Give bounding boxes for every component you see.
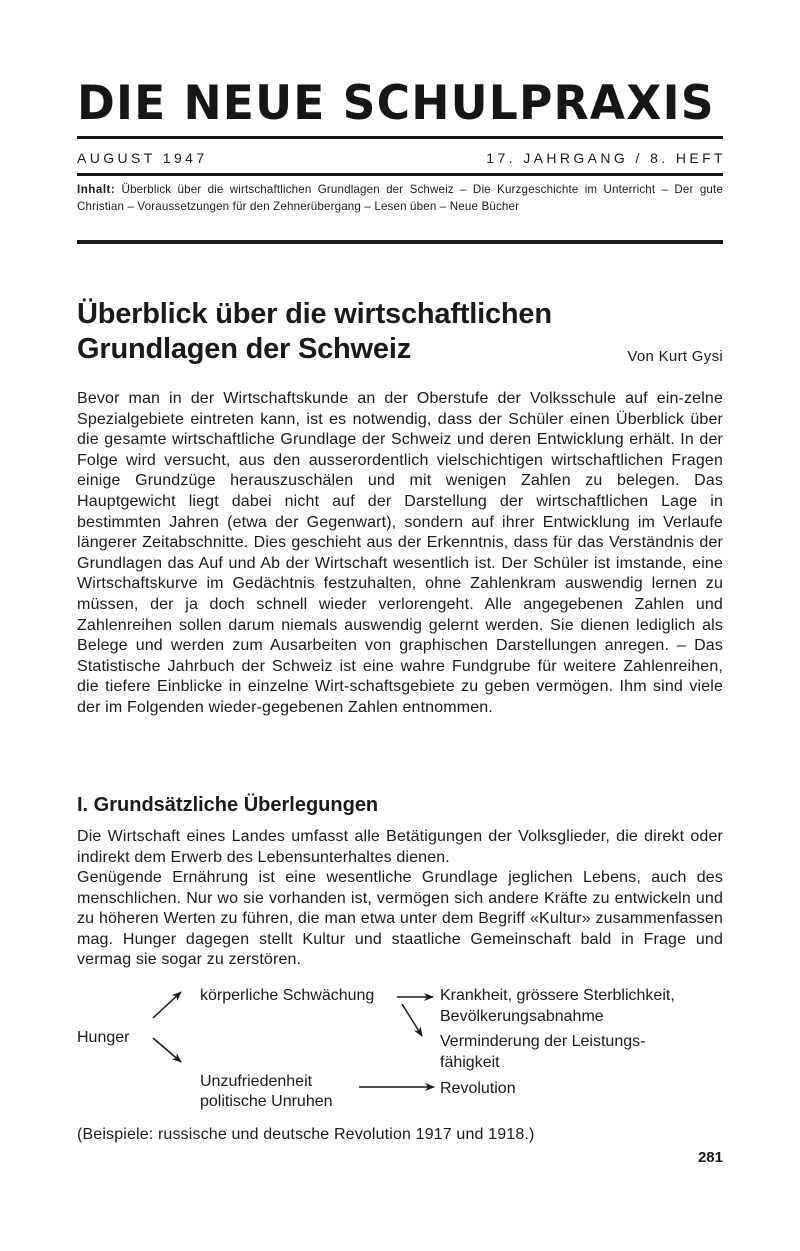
arrow-weakness-to-reduced-capacity bbox=[402, 1004, 422, 1036]
diagram-node-disease-line-1: Krankheit, grössere Sterblichkeit, bbox=[440, 987, 675, 1004]
examples-note: (Beispiele: russische und deutsche Revolution 1917 und 1918.) bbox=[77, 1126, 535, 1143]
diagram-node-disease-line-2: Bevölkerungsabnahme bbox=[440, 1008, 604, 1025]
issue-date: AUGUST 1947 bbox=[77, 150, 208, 166]
article-byline: Von Kurt Gysi bbox=[627, 348, 723, 365]
article-title bbox=[77, 297, 723, 367]
journal-page bbox=[77, 0, 726, 1251]
diagram-node-unrest-line-1: Unzufriedenheit bbox=[200, 1073, 313, 1090]
arrow-hunger-to-unrest bbox=[153, 1038, 181, 1062]
article-title-line-1: Überblick über die wirtschaftlichen bbox=[77, 298, 552, 330]
section-heading: I. Grundsätzliche Überlegungen bbox=[77, 794, 379, 816]
masthead-rule-bottom bbox=[77, 173, 723, 176]
volume-issue: 17. JAHRGANG / 8. HEFT bbox=[486, 150, 726, 166]
contents-text: Überblick über die wirtschaftlichen Grundlagen der Schweiz – Die Kurzgeschichte im Unterricht – Der gute Christian – Voraussetzungen für den Zehnerübergang – Lesen üben – Neue Bücher bbox=[77, 183, 723, 213]
intro-paragraph: Bevor man in der Wirtschaftskunde an der Oberstufe der Volksschule auf ein-zelne Spezialgebiete eintreten kann, ist es notwendig, dass der Schüler einen Überblick über die gesamte wirtschaftliche Grundlage der Schweiz und deren Entwicklung erhält. In der Folge wird versucht, aus den ausserordentlich vielschichtigen wirtschaftlichen Fragen einige Grundzüge herauszuschälen und mit wenigen Zahlen zu belegen. Das Hauptgewicht liegt dabei nicht auf der Darstellung der wirtschaftlichen Lage in bestimmten Jahren (etwa der Gegenwart), sondern auf ihrer Entwicklung im Verlaufe längerer Zeitabschnitte. Dies geschieht aus der Erkenntnis, dass für das Verständnis der Grundlagen das Auf und Ab der Wirtschaft wesentlich ist. Der Schüler ist imstande, eine Wirtschaftskurve im Gedächtnis festzuhalten, ohne Zahlenkram auswendig lernen zu müssen, der ja doch schnell wieder verlorengeht. Alle angegebenen Zahlen und Zahlenreihen sollen darum niemals auswendig gelernt werden. Sie dienen lediglich als Belege und werden zum Ausarbeiten von graphischen Darstellungen anregen. – Das Statistische Jahrbuch der Schweiz ist eine wahre Fundgrube für weitere Zahlenreihen, die tiefere Einblicke in einzelne Wirt-schaftsgebiete zu geben vermögen. Ihm sind viele der im Folgenden wieder-gegebenen Zahlen entnommen. bbox=[77, 390, 723, 716]
diagram-node-revolution: Revolution bbox=[440, 1080, 516, 1097]
diagram-node-weakness: körperliche Schwächung bbox=[200, 987, 375, 1004]
article-title-line-2: Grundlagen der Schweiz bbox=[77, 333, 411, 365]
contents-rule bbox=[77, 240, 723, 244]
hunger-consequences-diagram bbox=[77, 982, 723, 1117]
diagram-node-capacity-line-1: Verminderung der Leistungs- bbox=[440, 1033, 646, 1050]
diagram-node-capacity-line-2: fähigkeit bbox=[440, 1054, 500, 1071]
page-number: 281 bbox=[697, 1149, 723, 1166]
section-paragraph-1: Die Wirtschaft eines Landes umfasst alle Betätigungen der Volksglieder, die direkt oder indirekt dem Erwerb des Lebensunterhaltes dienen. bbox=[77, 828, 723, 866]
diagram-node-hunger: Hunger bbox=[77, 1029, 130, 1046]
issue-info-row bbox=[77, 149, 726, 167]
contents-label: Inhalt: bbox=[77, 183, 116, 196]
section-paragraph-2: Genügende Ernährung ist eine wesentliche Grundlage jeglichen Lebens, auch des menschlichen. Nur wo sie vorhanden ist, vermögen sich andere Kräfte zu entwickeln und zu höheren Werten zu führen, die man etwa unter dem Begriff «Kultur» zusammenfassen mag. Hunger dagegen stellt Kultur und staatliche Gemeinschaft bald in Frage und vermag sie sogar zu zerstören. bbox=[77, 869, 723, 969]
arrow-hunger-to-weakness bbox=[153, 992, 181, 1018]
masthead-rule-top bbox=[77, 136, 723, 139]
table-of-contents bbox=[77, 181, 723, 215]
diagram-node-unrest-line-2: politische Unruhen bbox=[200, 1093, 333, 1110]
journal-masthead: DIE NEUE SCHULPRAXIS bbox=[77, 76, 715, 131]
